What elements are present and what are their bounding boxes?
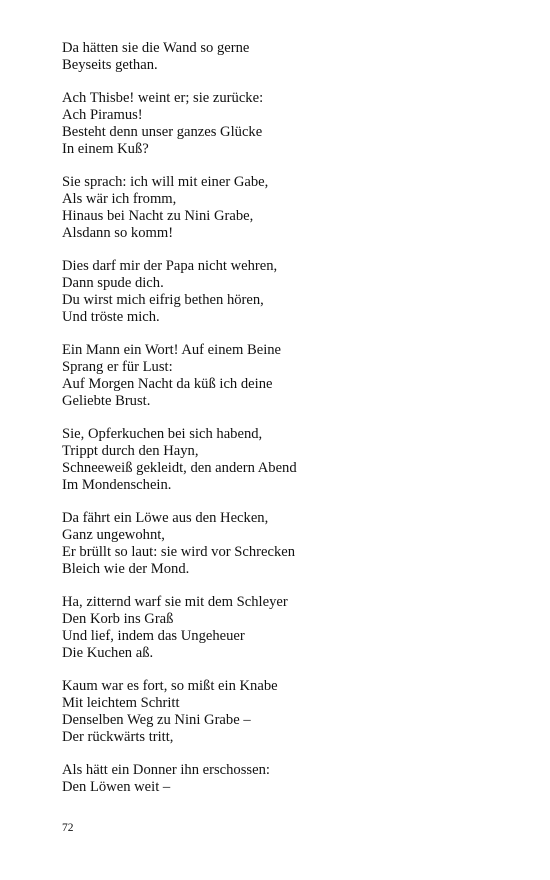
poem-line: Der rückwärts tritt, [62,729,174,746]
poem-line: In einem Kuß? [62,140,149,157]
stanza-4 [62,258,522,326]
page-number: 72 [62,822,74,834]
poem-line: Er brüllt so laut: sie wird vor Schrecken [62,544,296,561]
stanza-3 [62,174,522,242]
stanza-9 [62,678,522,746]
stanza-2 [62,90,522,158]
stanza-1 [62,40,522,74]
poem-line: Ha, zitternd warf sie mit dem Schleyer [62,594,288,611]
poem-line: Schneeweiß gekleidt, den andern Abend [62,460,297,477]
poem-line: Ein Mann ein Wort! Auf einem Beine [62,342,282,359]
stanza-8 [62,594,522,662]
poem-line: Besteht denn unser ganzes Glücke [62,124,263,141]
poem-line: Denselben Weg zu Nini Grabe – [62,712,251,729]
poem-line: Und tröste mich. [62,308,160,325]
poem-line: Trippt durch den Hayn, [62,443,199,460]
poem-line: Da hätten sie die Wand so gerne [62,40,250,56]
poem-line: Dann spude dich. [62,275,164,292]
poem-line: Du wirst mich eifrig bethen hören, [62,292,264,309]
poem-line: Als hätt ein Donner ihn erschossen: [62,762,270,779]
poem-body [62,40,522,813]
stanza-10 [62,762,522,796]
poem-line: Sie, Opferkuchen bei sich habend, [62,426,263,443]
poem-line: Geliebte Brust. [62,392,151,409]
poem-line: Sie sprach: ich will mit einer Gabe, [62,174,269,191]
poem-line: Mit leichtem Schritt [62,695,180,712]
poem-line: Beyseits gethan. [62,56,158,73]
poem-line: Und lief, indem das Ungeheuer [62,628,245,645]
poem-line: Als wär ich fromm, [62,191,177,208]
stanza-6 [62,426,522,494]
poem-line: Ach Piramus! [62,107,143,124]
poem-line: Die Kuchen aß. [62,645,154,662]
poem-line: Da fährt ein Löwe aus den Hecken, [62,510,269,527]
poem-line: Bleich wie der Mond. [62,561,190,577]
poem-line: Dies darf mir der Papa nicht wehren, [62,258,278,275]
poem-line: Ganz ungewohnt, [62,527,165,544]
poem-line: Auf Morgen Nacht da küß ich deine [62,376,273,393]
poem-line: Im Mondenschein. [62,476,172,493]
poem-line: Alsdann so komm! [62,224,174,241]
poem-line: Sprang er für Lust: [62,359,173,376]
poem-line: Ach Thisbe! weint er; sie zurücke: [62,90,264,107]
poem-line: Kaum war es fort, so mißt ein Knabe [62,678,278,695]
poem-line: Den Löwen weit – [62,779,171,796]
stanza-7 [62,510,522,578]
stanza-5 [62,342,522,410]
poem-line: Den Korb ins Graß [62,611,174,628]
poem-line: Hinaus bei Nacht zu Nini Grabe, [62,208,254,225]
